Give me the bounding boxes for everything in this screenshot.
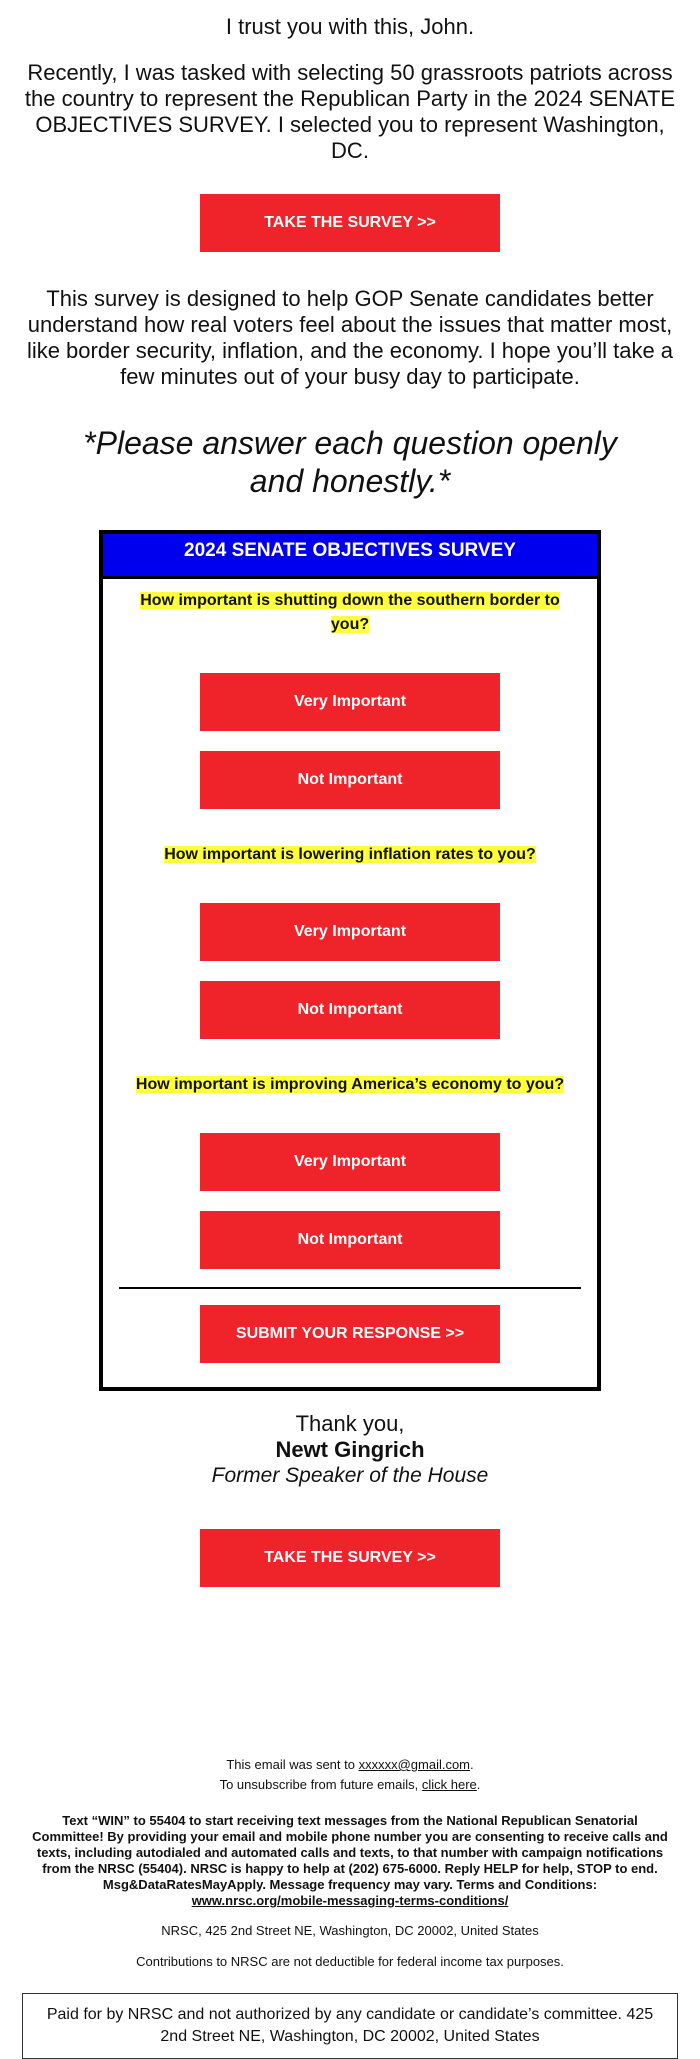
sent-suffix: . <box>470 1757 474 1772</box>
sms-disclaimer <box>30 1813 670 1909</box>
signoff <box>0 1411 700 1489</box>
signer-name: Newt Gingrich <box>275 1437 425 1462</box>
question-3-text: How important is improving America’s economy to you? <box>135 1076 565 1093</box>
sent-prefix: This email was sent to <box>226 1757 359 1772</box>
unsub-suffix: . <box>476 1777 481 1792</box>
signoff-thanks: Thank you, <box>295 1411 405 1436</box>
q3-not-important-button[interactable]: Not Important <box>200 1211 500 1269</box>
terms-link[interactable]: www.nrsc.org/mobile-messaging-terms-conditions/ <box>191 1893 509 1908</box>
q3-very-important-button[interactable]: Very Important <box>200 1133 500 1191</box>
unsub-prefix: To unsubscribe from future emails, <box>219 1777 422 1792</box>
question-1-text: How important is shutting down the southern border to you? <box>140 592 560 633</box>
greeting: I trust you with this, John. <box>225 14 475 39</box>
description-paragraph: This survey is designed to help GOP Senate candidates better understand how real voters feel about the issues that matter most, like border security, inflation, and the economy. I hope you’ll take a few minutes out of your busy day to participate. <box>26 286 674 389</box>
q2-very-important-button[interactable]: Very Important <box>200 903 500 961</box>
footer-deductible: Contributions to NRSC are not deductible for federal income tax purposes. <box>136 1954 564 1969</box>
instruction-text: *Please answer each question openly and honestly.* <box>83 425 617 499</box>
submit-response-button[interactable]: SUBMIT YOUR RESPONSE >> <box>200 1305 500 1363</box>
q1-very-important-button[interactable]: Very Important <box>200 673 500 731</box>
survey-box <box>99 530 601 1391</box>
footer-address: NRSC, 425 2nd Street NE, Washington, DC 20002, United States <box>161 1923 539 1938</box>
question-2 <box>129 843 571 867</box>
email-body <box>0 14 700 2059</box>
take-survey-button-top[interactable]: TAKE THE SURVEY >> <box>200 194 500 252</box>
q2-not-important-button[interactable]: Not Important <box>200 981 500 1039</box>
footer-sent-to <box>0 1755 700 1795</box>
recipient-email-link[interactable]: xxxxxx@gmail.com <box>358 1757 471 1772</box>
question-3 <box>129 1073 571 1097</box>
unsubscribe-link[interactable]: click here <box>421 1777 477 1792</box>
q1-not-important-button[interactable]: Not Important <box>200 751 500 809</box>
signer-title: Former Speaker of the House <box>211 1464 489 1487</box>
question-1 <box>129 589 571 637</box>
sms-text: Text “WIN” to 55404 to start receiving text messages from the National Republican Senatorial Committee! By providing your email and mobile phone number you are consenting to receive calls and texts, including autodialed and automated calls and texts, to that number with campaign notifications from the NRSC (55404). NRSC is happy to help at (202) 675-6000. Reply HELP for help, STOP to end. Msg&DataRatesMayApply. Message frequency may vary. Terms and Conditions: <box>32 1813 668 1892</box>
question-2-text: How important is lowering inflation rates to you? <box>164 846 536 863</box>
paid-for-disclaimer: Paid for by NRSC and not authorized by any candidate or candidate’s committee. 425 2nd Street NE, Washington, DC 20002, United States <box>22 1993 678 2059</box>
intro-paragraph: Recently, I was tasked with selecting 50 grassroots patriots across the country to represent the Republican Party in the 2024 SENATE OBJECTIVES SURVEY. I selected you to represent Washington, DC. <box>24 60 676 163</box>
take-survey-button-bottom[interactable]: TAKE THE SURVEY >> <box>200 1529 500 1587</box>
survey-divider <box>119 1287 581 1289</box>
footer <box>0 1755 700 2059</box>
survey-title: 2024 SENATE OBJECTIVES SURVEY <box>103 534 597 579</box>
